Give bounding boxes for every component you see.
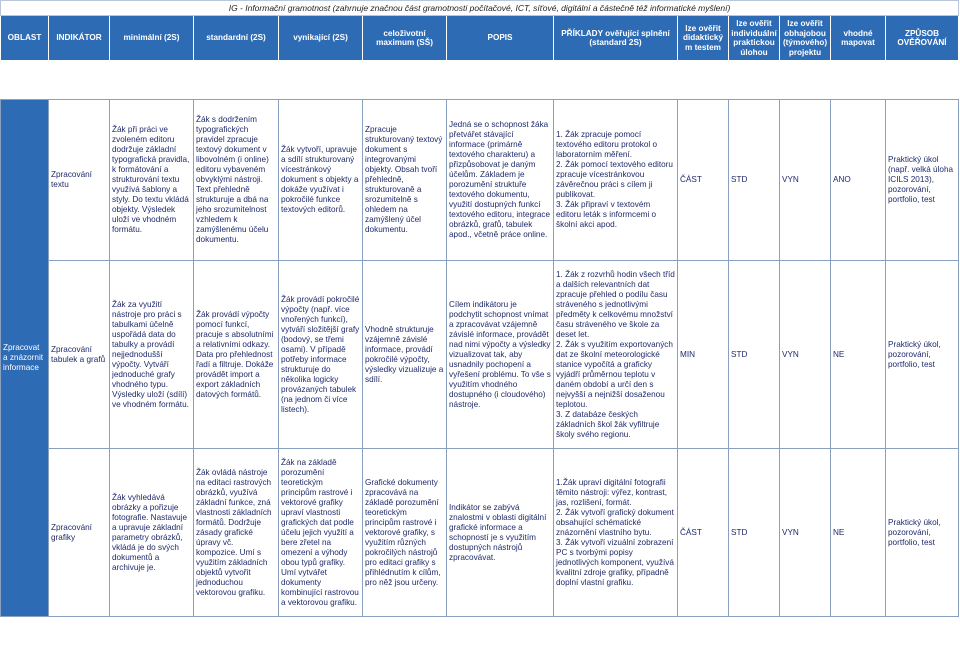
spacer-row (1, 61, 959, 100)
excellent-cell: Žák vytvoří, upravuje a sdílí strukturovaný vícestránkový dokument s objekty a dokáže využívat i pokročilé funkce textových editorů. (279, 100, 363, 261)
map-cell: NE (831, 449, 886, 617)
map-cell: NE (831, 261, 886, 449)
indicator-cell: Zpracování textu (49, 100, 110, 261)
lifetime-cell: Vhodně strukturuje vzájemně závislé informace, provádí pokročilé výpočty, výsledky vizualizuje a sdílí. (363, 261, 447, 449)
description-cell: Jedná se o schopnost žáka přetvářet stávající informace (primárně textového charakteru) a přizpůsobovat je daným účelům. Základem je porozumění struktuře textového dokumentu, využití dostupných funkcí textového editoru, integrace obrázků, grafů, tabulek apod., včetně práce online. (447, 100, 554, 261)
header-lifetime: celoživotní maximum (SŠ) (363, 16, 447, 61)
standard-cell: Žák ovládá nástroje na editaci rastrových obrázků, využívá základní funkce, zná vlastnosti základních formátů. Dodržuje zásady grafické úpravy vč. kompozice. Umí s využitím základních objektů vytvořit jednoduchou vektorovou grafiku. (194, 449, 279, 617)
excellent-cell: Žák provádí pokročilé výpočty (např. více vnořených funkcí), vytváří složitější grafy (bodový, se třemi osami). V případě potřeby informace strukturuje do několika logicky provázaných tabulek (na jednom či více listech). (279, 261, 363, 449)
header-standard: standardní (2S) (194, 16, 279, 61)
method-cell: Praktický úkol (např. velká úloha ICILS 2013), pozorování, portfolio, test (886, 100, 959, 261)
examples-cell: 1. Žák zpracuje pomocí textového editoru protokol o laboratorním měření. 2. Žák pomocí textového editoru zpracuje vícestránkovou závěrečnou práci s cílem ji publikovat. 3. Žák připraví v textovém editoru leták s informcemi o školní akci apod. (554, 100, 678, 261)
lifetime-cell: Grafické dokumenty zpracovává na základě porozumění teoretickým principům rastrové i vektorové grafiky, s využitím různých pokročilých nástrojů pro editaci grafiky s přihlédnutím k cílům, pro něž jsou určeny. (363, 449, 447, 617)
header-individual: lze ověřit individuální praktickou úlohou (729, 16, 780, 61)
test-cell: MIN (678, 261, 729, 449)
standard-cell: Žák provádí výpočty pomocí funkcí, pracuje s absolutními a relativními odkazy. Data pro přehlednost řadí a filtruje. Dokáže provádět import a export základních datových formátů. (194, 261, 279, 449)
method-cell: Praktický úkol, pozorování, portfolio, test (886, 261, 959, 449)
sheet-title: IG - Informační gramotnost (zahrnuje značnou část gramotnosti počítačové, ICT, síťové, digitální a částečně též informatické myšlení) (1, 1, 959, 16)
method-cell: Praktický úkol, pozorování, portfolio, test (886, 449, 959, 617)
project-cell: VYN (780, 449, 831, 617)
map-cell: ANO (831, 100, 886, 261)
header-excellent: vynikající (2S) (279, 16, 363, 61)
header-project: lze ověřit obhajobou (týmového) projektu (780, 16, 831, 61)
minimal-cell: Žák za využití nástroje pro práci s tabulkami účelně uspořádá data do tabulky a provádí nejjednodušší výpočty. Vytváří jednoduché grafy vhodného typu. Výsledky uloží (sdílí) ve vhodném formátu. (110, 261, 194, 449)
test-cell: ČÁST (678, 100, 729, 261)
header-method: ZPŮSOB OVĚŘOVÁNÍ (886, 16, 959, 61)
table-row (1, 449, 959, 617)
table-row (1, 100, 959, 261)
indicator-cell: Zpracování grafiky (49, 449, 110, 617)
examples-cell: 1. Žák z rozvrhů hodin všech tříd a dalších relevantních dat zpracuje přehled o podílu času stráveného s jednotlivými předměty k celkovému množství času stráveného ve škole za deset let. 2. Žák s využitím exportovaných dat ze školní meteorologické stanice vypočítá a graficky vyjádří průměrnou teplotu v daném období a určí den s nejvyšší a nejnižší dosaženou teplotou. 3. Z databáze českých základních škol žák vyfiltruje školy svého regionu. (554, 261, 678, 449)
standard-cell: Žák s dodržením typografických pravidel zpracuje textový dokument v libovolném (i online) editoru vybaveném obvyklými nástroji. Text přehledně strukturuje a dbá na jeho srozumitelnost vzhledem k zamýšlenému účelu dokumentu. (194, 100, 279, 261)
description-cell: Indikátor se zabývá znalostmi v oblasti digitální grafické informace a schopností je s využitím dostupných nástrojů zpracovávat. (447, 449, 554, 617)
header-minimal: minimální (2S) (110, 16, 194, 61)
lifetime-cell: Zpracuje strukturovaný textový dokument s integrovanými objekty. Obsah tvoří přehledně, strukturovaně a srozumitelně s ohledem na zamýšlený účel dokumentu. (363, 100, 447, 261)
individual-cell: STD (729, 449, 780, 617)
project-cell: VYN (780, 261, 831, 449)
minimal-cell: Žák vyhledává obrázky a pořizuje fotografie. Nastavuje a upravuje základní parametry obrázků, vkládá je do svých dokumentů a archivuje je. (110, 449, 194, 617)
description-cell: Cílem indikátoru je podchytit schopnost vnímat a zpracovávat vzájemně závislé informace, provádět nad nimi výpočty a výsledky vizualizovat tak, aby usnadnily pochopení a vyřešení problému. To vše s využitím vhodného dostupného (i cloudového) nástroje. (447, 261, 554, 449)
header-indikator: INDIKÁTOR (49, 16, 110, 61)
header-row (1, 16, 959, 61)
header-examples: PŘÍKLADY ověřující splnění (standard 2S) (554, 16, 678, 61)
test-cell: ČÁST (678, 449, 729, 617)
indicator-cell: Zpracování tabulek a grafů (49, 261, 110, 449)
table-row (1, 261, 959, 449)
domain-cell: Zpracovat a znázornit informace (1, 100, 49, 617)
individual-cell: STD (729, 100, 780, 261)
minimal-cell: Žák při práci ve zvoleném editoru dodržuje základní typografická pravidla, k formátování a strukturování textu využívá šablony a styly. Do textu vkládá objekty. Výsledek uloží ve vhodném formátu. (110, 100, 194, 261)
header-map: vhodné mapovat (831, 16, 886, 61)
excellent-cell: Žák na základě porozumění teoretickým principům rastrové i vektorové grafiky upraví vlastnosti grafických dat podle účelu jejich využití a bere zřetel na omezení a výhody obou typů grafiky. Umí vytvářet dokumenty kombinující rastrovou a vektorovou grafiku. (279, 449, 363, 617)
individual-cell: STD (729, 261, 780, 449)
header-test: lze ověřit didaktickým testem (678, 16, 729, 61)
project-cell: VYN (780, 100, 831, 261)
header-oblast: OBLAST (1, 16, 49, 61)
examples-cell: 1.Žák upraví digitální fotografii těmito nástroji: výřez, kontrast, jas, rozlišení, formát. 2. Žák vytvoří grafický dokument obsahující schématické znázornění vlastního bytu. 3. Žák vytvoří vizuální zobrazení PC s tvorbými popisy jednotlivých komponent, využívá kvalitní zdroje grafiky, případně doplní vlastní grafiku. (554, 449, 678, 617)
header-description: POPIS (447, 16, 554, 61)
title-row (1, 1, 959, 16)
